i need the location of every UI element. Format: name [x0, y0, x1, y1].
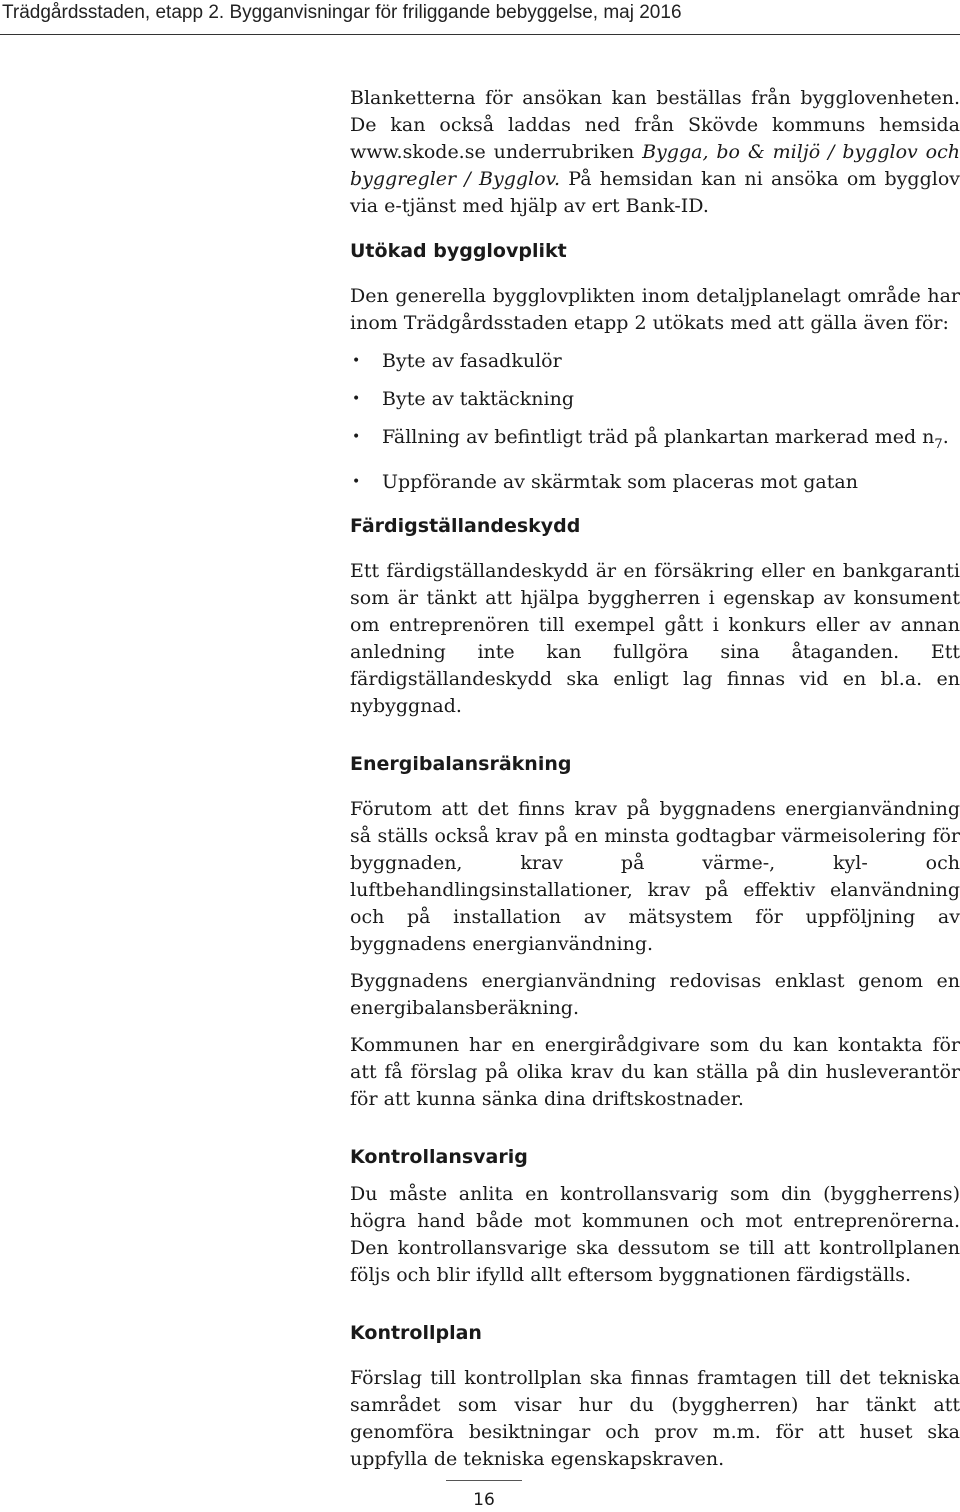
- heading-utokad-bygglovplikt: Utökad bygglovplikt: [350, 240, 567, 262]
- utokad-list: [350, 348, 960, 496]
- kontrollplan-paragraph: Förslag till kontrollplan ska finnas framtagen till det tekniska samrådet som visar hur du (byggherren) har tänkt att genomföra besiktningar och prov m.m. för att huset ska uppfylla de tekniska egenskapskraven.: [350, 1366, 960, 1470]
- intro-paragraph: [350, 85, 960, 220]
- footer-rule: [446, 1480, 522, 1481]
- list-item: • Fällning av befintligt träd på plankartan markerad med $n_7$.: [352, 426, 949, 452]
- energi-paragraph-1: Förutom att det finns krav på byggnadens energianvändning så ställs också krav på en minsta godtagbar värmeisolering för byggnaden, krav på värme-, kyl- och luftbehandlingsinstallationer, krav på effektiv elanvändning och på installation av mätsystem för uppföljning av byggnadens energianvändning.: [350, 797, 960, 955]
- bullet-icon: •: [352, 353, 361, 369]
- fardig-paragraph: Ett färdigställandeskydd är en försäkring eller en bankgaranti som är tänkt att hjälpa byggherren i egenskap av konsument om entreprenören till exempel gått i konkurs eller av annan anledning inte kan fullgöra sina åtaganden. Ett färdigställandeskydd ska enligt lag finnas vid en bl.a. en nybyggnad.: [350, 559, 960, 717]
- heading-fardigstallandeskydd: Färdigställandeskydd: [350, 514, 581, 537]
- list-item: • Byte av fasadkulör: [350, 348, 960, 375]
- heading-kontrollplan: Kontrollplan: [350, 1321, 482, 1344]
- bullet-icon: •: [352, 429, 361, 445]
- list-item: • Byte av taktäckning: [350, 386, 960, 413]
- subscript-7: 7: [934, 436, 943, 452]
- intro-text-1: Blanketterna för ansökan kan beställas från bygglovenheten. De kan också laddas ned från Skövde kommuns hemsida www.skode.se underrubriken: [350, 87, 960, 163]
- intro-italic-link-path: Bygga, bo & miljö / bygglov och byggregler / Bygglov.: [350, 141, 960, 190]
- main-content: [350, 85, 960, 1473]
- utokad-paragraph: Den generella bygglovplikten inom detaljplanelagt område har inom Trädgårdsstaden etapp 2 utökats med att gälla även för:: [350, 285, 960, 334]
- intro-text-2: På hemsidan kan ni ansöka om bygglov via e-tjänst med hjälp av ert Bank-ID.: [350, 168, 960, 217]
- bullet-icon: •: [352, 473, 361, 490]
- bullet-icon: •: [352, 391, 361, 407]
- header-title: Trädgårdsstaden, etapp 2. Bygganvisningar för friliggande bebyggelse, maj 2016: [2, 2, 682, 23]
- kontrollansvarig-paragraph: Du måste anlita en kontrollansvarig som din (byggherrens) högra hand både mot kommunen och mot entreprenörerna. Den kontrollansvarige ska dessutom se till att kontrollplanen följs och blir ifylld allt eftersom byggnationen färdigställs.: [350, 1182, 960, 1286]
- page-footer: [0, 1480, 960, 1512]
- page-number: 16: [473, 1490, 495, 1510]
- page-header: [0, 0, 960, 35]
- heading-energibalansrakning: Energibalansräkning: [350, 752, 572, 775]
- list-item: • Uppförande av skärmtak som placeras mot gatan: [350, 469, 960, 496]
- energi-paragraph-3: Kommunen har en energirådgivare som du kan kontakta för att få förslag på olika krav du kan ställa på din husleverantör för att kunna sänka dina driftskostnader.: [350, 1033, 960, 1110]
- heading-kontrollansvarig: Kontrollansvarig: [350, 1145, 528, 1168]
- energi-paragraph-2: Byggnadens energianvändning redovisas enklast genom en energibalansberäkning.: [350, 969, 960, 1019]
